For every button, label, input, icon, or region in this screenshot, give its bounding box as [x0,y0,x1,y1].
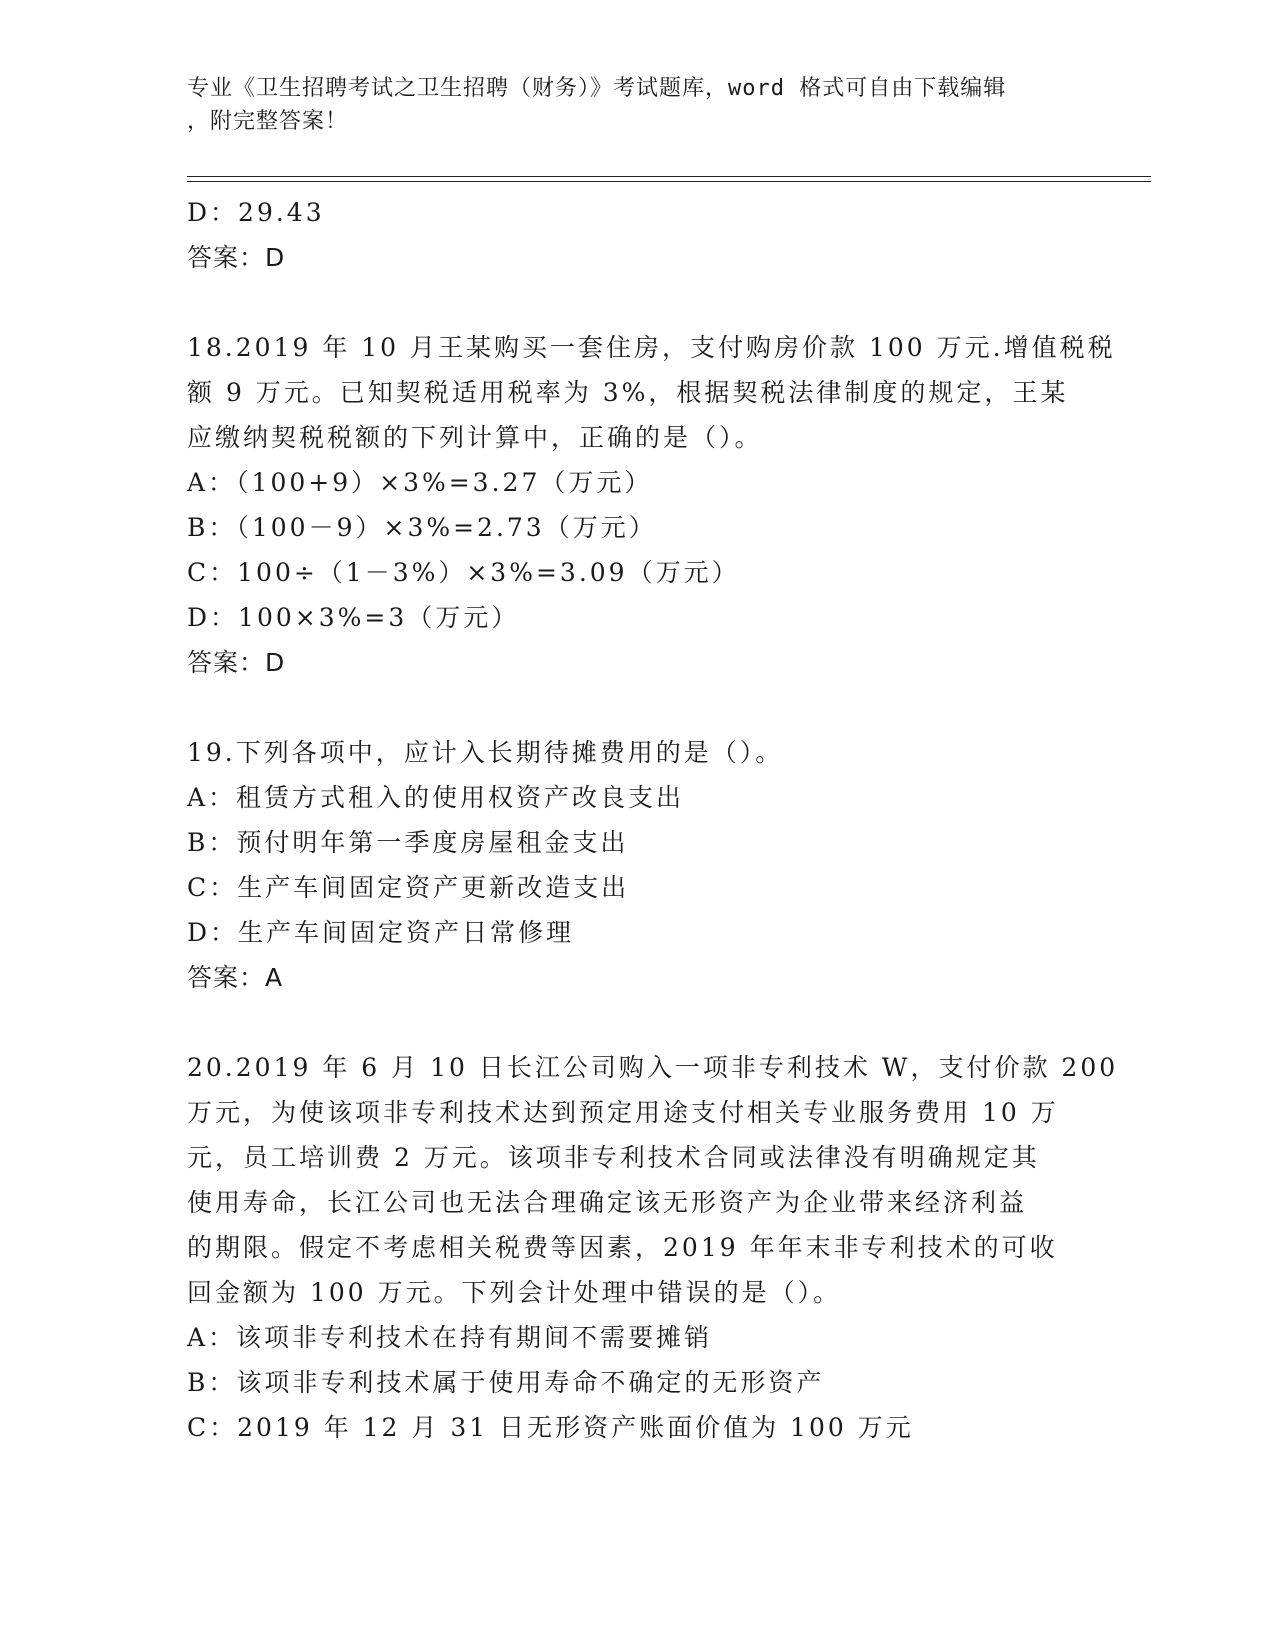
header-line-2: ，附完整答案！ [187,109,349,134]
spacer [187,685,1087,730]
header-divider-bottom [187,181,1151,182]
question-stem-line: 20.2019 年 6 月 10 日长江公司购入一项非专利技术 W，支付价款 200 [187,1053,1119,1082]
document-header [187,72,1067,138]
question-stem-line: 使用寿命，长江公司也无法合理确定该无形资产为企业带来经济利益 [187,1188,1028,1217]
option-c: C：2019 年 12 月 31 日无形资产账面价值为 100 万元 [187,1413,914,1442]
spacer [187,280,1087,325]
option-a: A：该项非专利技术在持有期间不需要摊销 [187,1323,713,1352]
answer-line: 答案：A [187,963,284,992]
option-a: A：租赁方式租入的使用权资产改良支出 [187,783,685,812]
question-stem-line: 额 9 万元。已知契税适用税率为 3%，根据契税法律制度的规定，王某 [187,378,1069,407]
question-stem-line: 的期限。假定不考虑相关税费等因素，2019 年年末非专利技术的可收 [187,1233,1058,1262]
question-20 [187,1045,1119,1450]
question-18 [187,325,1116,685]
option-d: D：100×3%=3（万元） [187,603,520,632]
answer-line: 答案：D [187,243,286,272]
option-c: C：生产车间固定资产更新改造支出 [187,873,630,902]
option-b: B：（100－9）×3%=2.73（万元） [187,513,657,542]
option-b: B：该项非专利技术属于使用寿命不确定的无形资产 [187,1368,825,1397]
question-content [187,190,1119,1450]
question-stem-line: 万元，为使该项非专利技术达到预定用途支付相关专业服务费用 10 万 [187,1098,1059,1127]
spacer [187,1000,1087,1045]
question-stem-line: 19.下列各项中，应计入长期待摊费用的是（）。 [187,738,784,767]
option-c: C：100÷（1－3%）×3%=3.09（万元） [187,558,740,587]
question-19 [187,730,1087,1000]
question-stem-line: 回金额为 100 万元。下列会计处理中错误的是（）。 [187,1278,842,1307]
option-b: B：预付明年第一季度房屋租金支出 [187,828,629,857]
option-d: D：29.43 [187,198,325,227]
previous-question-tail [187,190,1087,280]
answer-line: 答案：D [187,648,286,677]
option-a: A：（100+9）×3%=3.27（万元） [187,468,653,497]
option-d: D：生产车间固定资产日常修理 [187,918,575,947]
question-stem-line: 应缴纳契税税额的下列计算中，正确的是（）。 [187,423,763,452]
header-line-1: 专业《卫生招聘考试之卫生招聘（财务）》考试题库，word 格式可自由下载编辑 [187,76,1007,101]
header-divider-top [187,176,1151,177]
question-stem-line: 18.2019 年 10 月王某购买一套住房，支付购房价款 100 万元.增值税税 [187,333,1116,362]
question-stem-line: 元，员工培训费 2 万元。该项非专利技术合同或法律没有明确规定其 [187,1143,1040,1172]
